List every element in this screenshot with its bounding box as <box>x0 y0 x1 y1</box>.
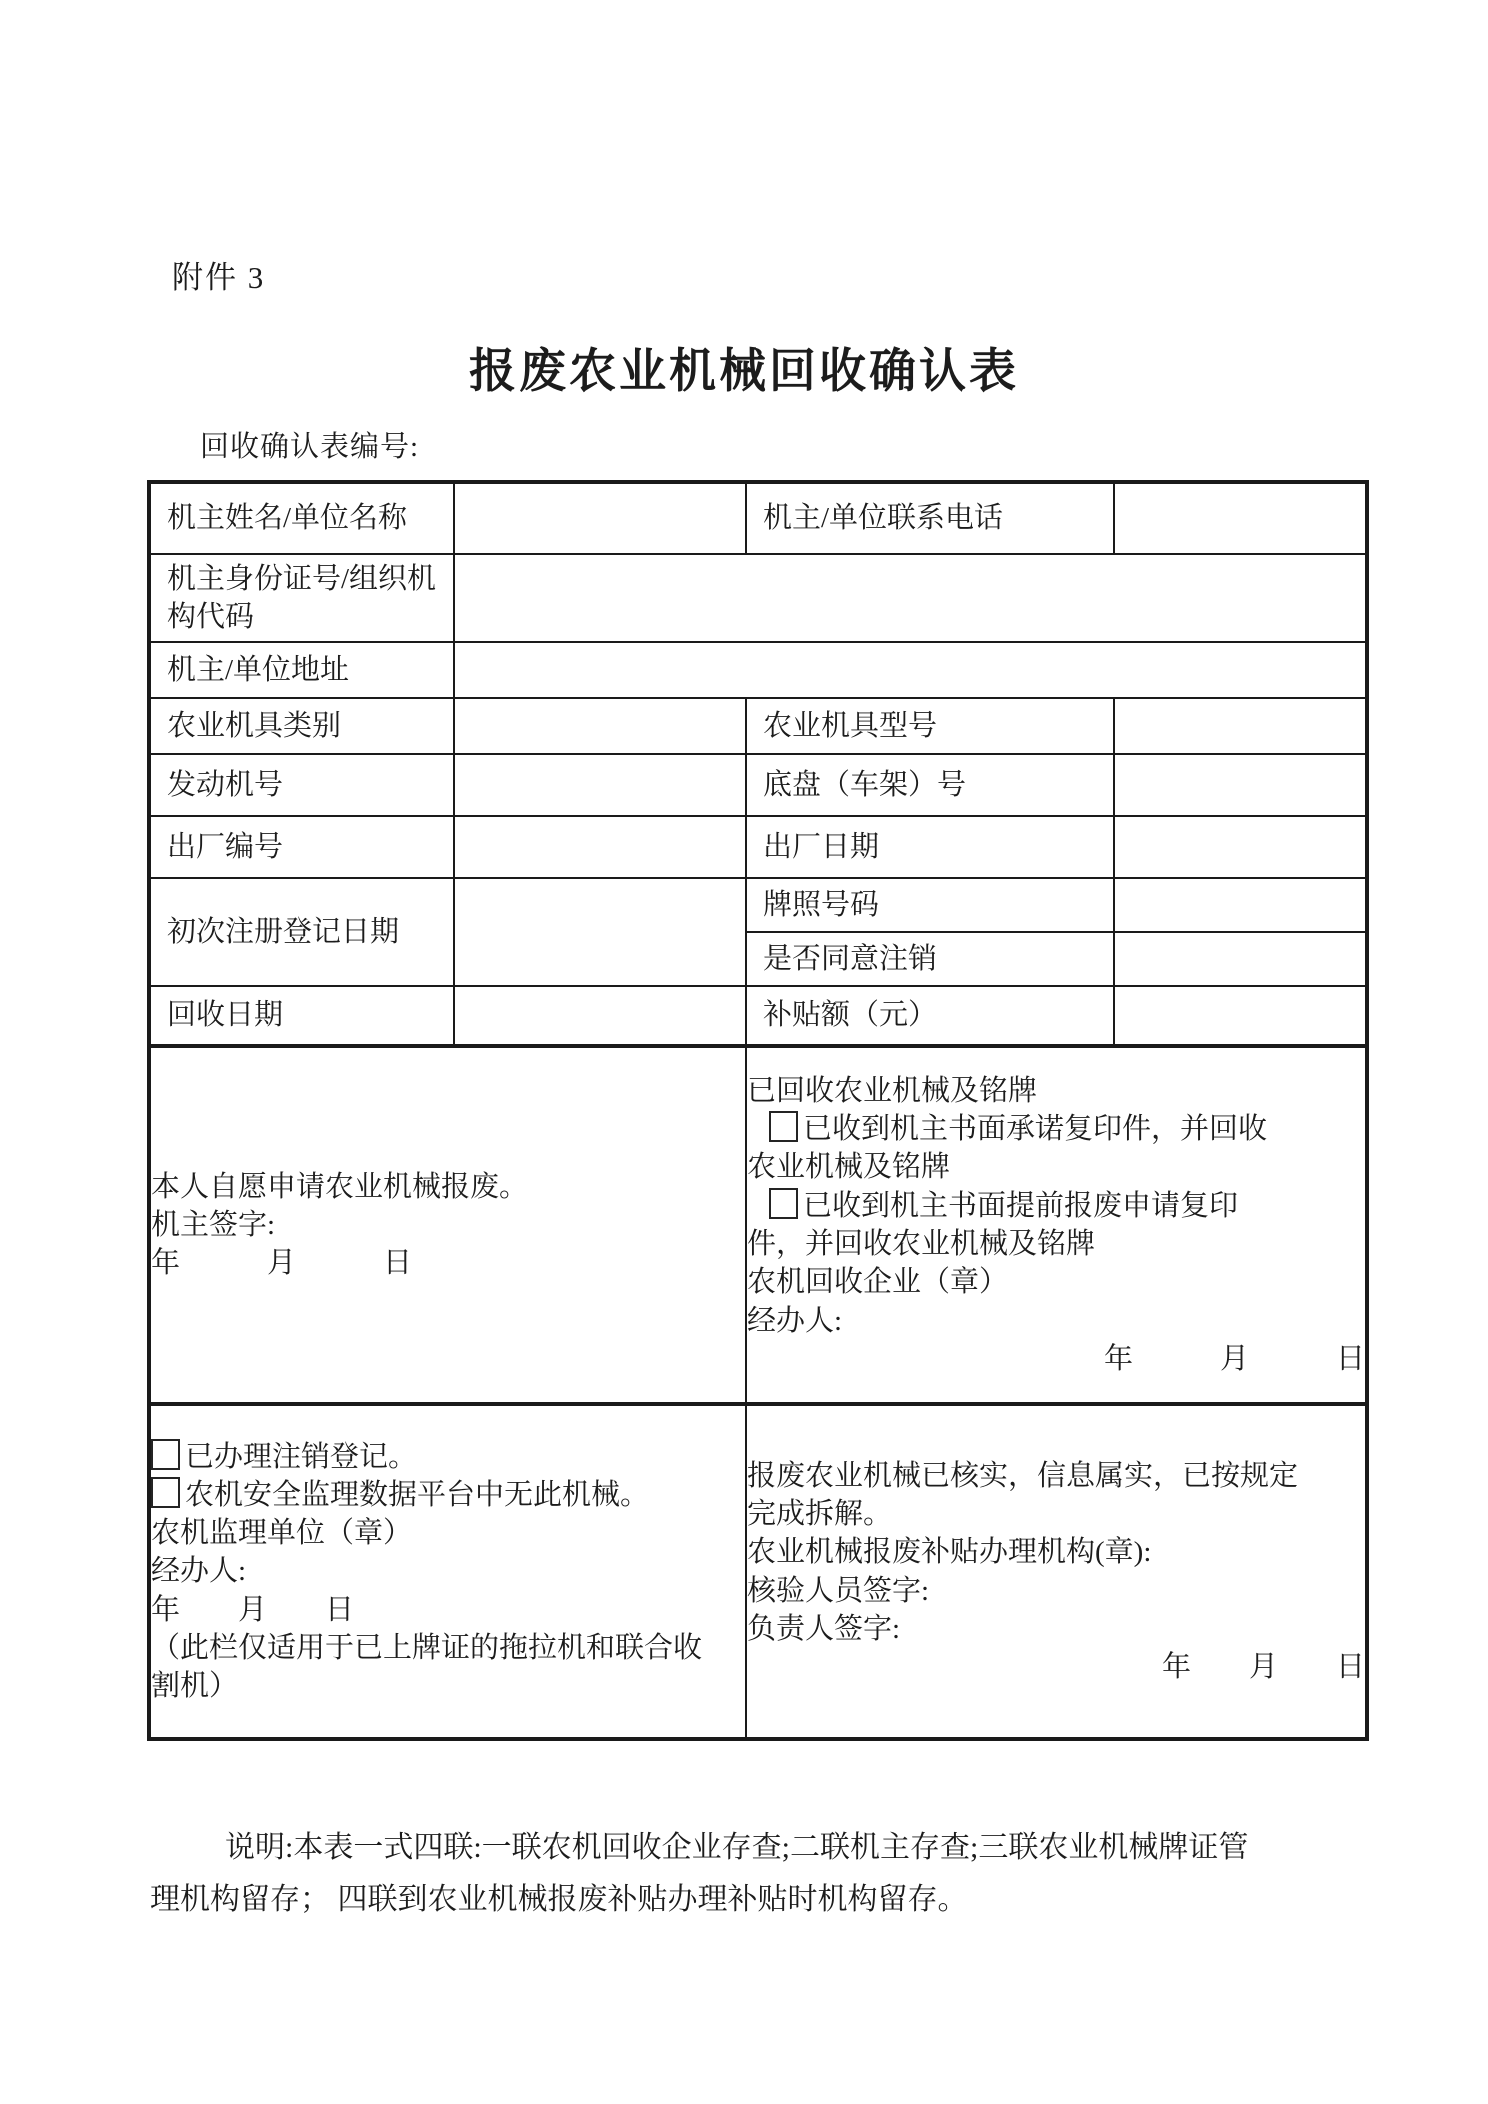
first-registration-label: 初次注册登记日期 <box>149 878 454 986</box>
subsidy-amount-label: 补贴额（元） <box>746 986 1114 1046</box>
recycler-item-commitment-text: 已收到机主书面承诺复印件，并回收农业机械及铭牌 <box>747 1113 1268 1184</box>
subsidy-manager-label: 负责人签字: <box>747 1612 901 1645</box>
owner-id-label: 机主身份证号/组织机构代码 <box>149 554 454 642</box>
machine-category-label: 农业机具类别 <box>149 698 454 754</box>
owner-phone-label: 机主/单位联系电话 <box>746 482 1114 554</box>
supervision-item-not-in-platform <box>151 1476 745 1514</box>
checkbox-deregistered-icon <box>151 1439 180 1470</box>
machine-model-label: 农业机具型号 <box>746 698 1114 754</box>
subsidy-verifier-label: 核验人员签字: <box>747 1574 930 1607</box>
recycler-item-early-scrap <box>747 1187 1292 1264</box>
factory-date-label: 出厂日期 <box>746 816 1114 878</box>
supervision-cell <box>149 1404 746 1739</box>
supervision-item-deregistered <box>151 1438 745 1476</box>
recycling-confirmation-table <box>147 480 1369 1741</box>
owner-declaration-text: 本人自愿申请农业机械报废。 <box>151 1170 529 1203</box>
row-owner-name <box>149 482 1367 554</box>
factory-no-value <box>454 816 746 878</box>
owner-address-label: 机主/单位地址 <box>149 642 454 698</box>
plate-no-label: 牌照号码 <box>746 878 1114 932</box>
checkbox-early-scrap-copy-icon <box>769 1188 798 1219</box>
attachment-label: 附件 3 <box>172 260 266 295</box>
chassis-no-label: 底盘（车架）号 <box>746 754 1114 816</box>
supervision-note: （此栏仅适用于已上牌证的拖拉机和联合收割机） <box>151 1631 703 1703</box>
plate-no-value <box>1114 878 1367 932</box>
machine-model-value <box>1114 698 1367 754</box>
row-bottom-section <box>149 1404 1367 1739</box>
recycler-confirmation-cell <box>746 1046 1367 1404</box>
row-declaration-section <box>149 1046 1367 1404</box>
supervision-handler-label: 经办人: <box>151 1555 247 1588</box>
owner-date-label: 年 月 日 <box>151 1247 413 1280</box>
row-owner-id <box>149 554 1367 642</box>
recycler-handler-label: 经办人: <box>747 1304 843 1337</box>
engine-no-label: 发动机号 <box>149 754 454 816</box>
factory-date-value <box>1114 816 1367 878</box>
supervision-date-label: 年 月 日 <box>151 1593 355 1626</box>
recycle-date-value <box>454 986 746 1046</box>
checkbox-commitment-copy-icon <box>769 1111 798 1142</box>
agree-deregister-label: 是否同意注销 <box>746 932 1114 986</box>
subsidy-agency-cell <box>746 1404 1367 1739</box>
owner-signature-label: 机主签字: <box>151 1208 276 1241</box>
supervision-item-deregistered-text: 已办理注销登记。 <box>185 1440 418 1473</box>
supervision-item-not-in-platform-text: 农机安全监理数据平台中无此机械。 <box>185 1478 650 1511</box>
recycler-date-label: 年 月 日 <box>1103 1342 1365 1375</box>
row-engine-no <box>149 754 1367 816</box>
subsidy-confirmation-text: 报废农业机械已核实，信息属实，已按规定完成拆解。 <box>747 1459 1299 1530</box>
chassis-no-value <box>1114 754 1367 816</box>
recycler-item-recovered: 已回收农业机械及铭牌 <box>747 1074 1038 1107</box>
agree-deregister-value <box>1114 932 1367 986</box>
subsidy-amount-value <box>1114 986 1367 1046</box>
subsidy-date-label: 年 月 日 <box>1161 1651 1365 1684</box>
checkbox-not-in-platform-icon <box>151 1477 180 1508</box>
recycler-seal-label: 农机回收企业（章） <box>747 1266 1009 1299</box>
owner-id-value <box>454 554 1367 642</box>
subsidy-agency-label: 农业机械报废补贴办理机构(章): <box>747 1536 1152 1569</box>
row-recycle-date <box>149 986 1367 1046</box>
recycler-item-early-scrap-text: 已收到机主书面提前报废申请复印件，并回收农业机械及铭牌 <box>747 1189 1239 1260</box>
machine-category-value <box>454 698 746 754</box>
recycle-date-label: 回收日期 <box>149 986 454 1046</box>
engine-no-value <box>454 754 746 816</box>
row-machine-category <box>149 698 1367 754</box>
row-owner-address <box>149 642 1367 698</box>
owner-address-value <box>454 642 1367 698</box>
supervision-seal-label: 农机监理单位（章） <box>151 1517 413 1550</box>
footnote-text: 说明:本表一式四联:一联农机回收企业存查;二联机主存查;三联农业机械牌证管理机构留存； 四联到农业机械报废补贴办理补贴时机构留存。 <box>150 1831 1249 1916</box>
recycler-item-commitment <box>747 1110 1292 1187</box>
owner-phone-value <box>1114 482 1367 554</box>
factory-no-label: 出厂编号 <box>149 816 454 878</box>
owner-declaration-cell <box>149 1046 746 1404</box>
form-number-label: 回收确认表编号: <box>200 431 420 463</box>
owner-name-label: 机主姓名/单位名称 <box>149 482 454 554</box>
first-registration-value <box>454 878 746 986</box>
row-first-registration <box>149 878 1367 932</box>
page-title: 报废农业机械回收确认表 <box>469 344 1019 397</box>
row-factory-no <box>149 816 1367 878</box>
owner-name-value <box>454 482 746 554</box>
